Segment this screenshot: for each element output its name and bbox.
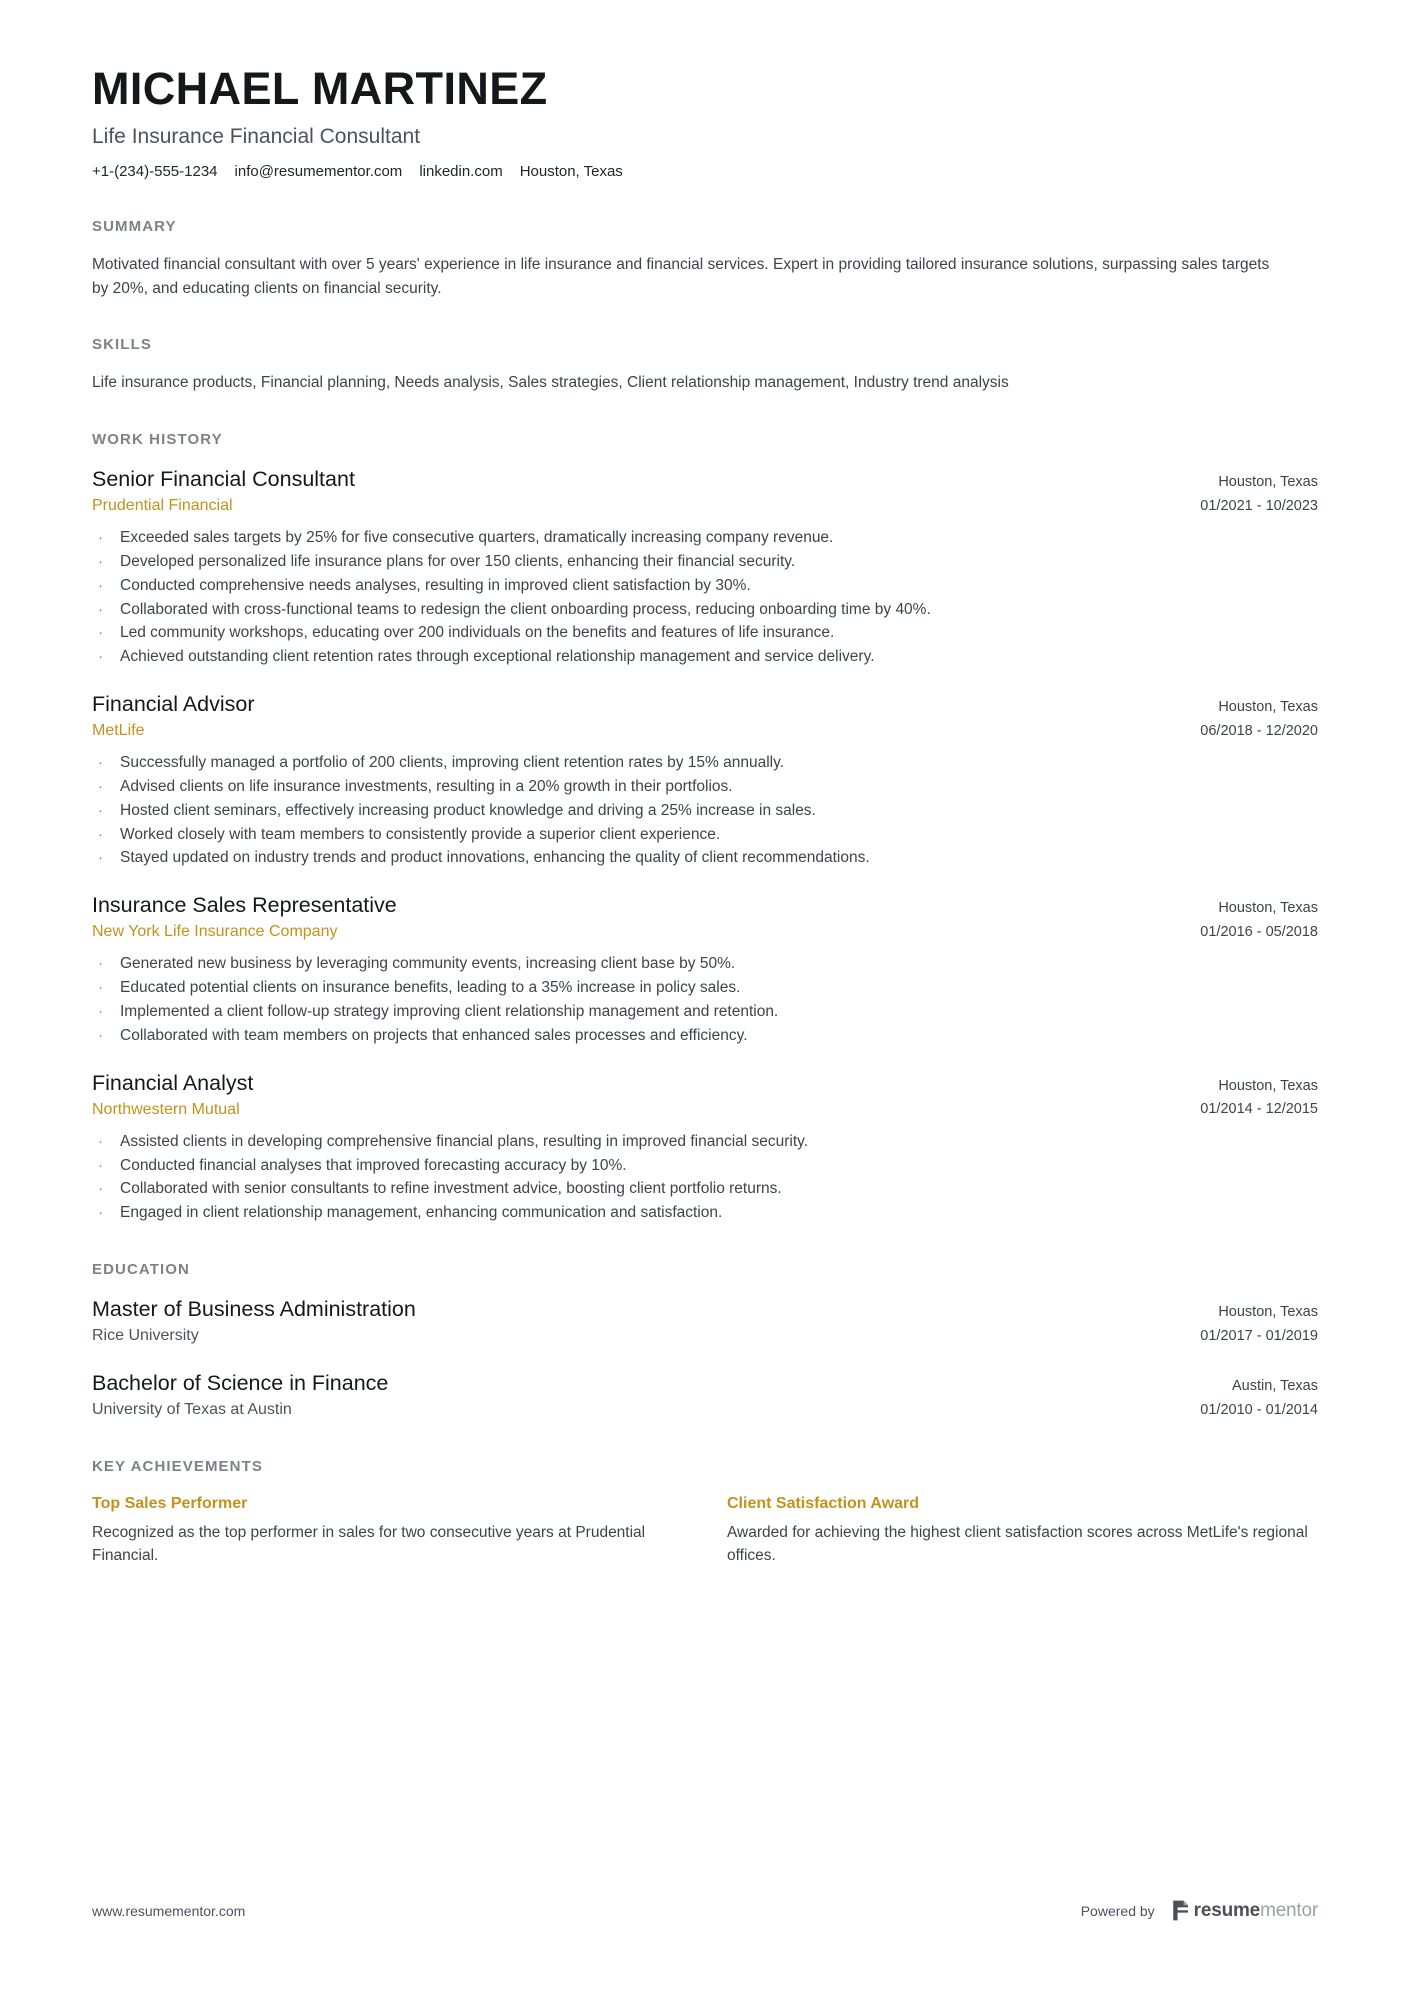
work-bullet-text: Developed personalized life insurance plans for over 150 clients, enhancing their financial security. [120, 553, 796, 571]
work-entry-meta [1200, 892, 1318, 944]
work-entry-role: Financial Advisor [92, 691, 255, 716]
powered-by-label: Powered by [1080, 1902, 1155, 1919]
work-bullet-text: Hosted client seminars, effectively increasing product knowledge and driving a 25% increase in sales. [120, 801, 816, 819]
work-entry-role: Financial Analyst [92, 1070, 254, 1095]
skills-section [92, 336, 1318, 395]
work-entry-location: Houston, Texas [1218, 698, 1318, 715]
work-bullet-text: Exceeded sales targets by 25% for five consecutive quarters, dramatically increasing company revenue. [120, 529, 834, 547]
work-entry-list [92, 466, 1318, 1225]
work-entry [92, 691, 1318, 870]
work-history-section [92, 431, 1318, 1225]
work-bullet-item [92, 776, 1318, 799]
achievement-item [92, 1493, 677, 1567]
work-entry-left [92, 892, 1200, 944]
work-entry-header [92, 892, 1318, 944]
achievement-title: Client Satisfaction Award [727, 1495, 920, 1513]
work-bullet-text: Stayed updated on industry trends and product innovations, enhancing the quality of client recommendations. [120, 849, 870, 867]
work-bullet-text: Engaged in client relationship management, enhancing communication and satisfaction. [120, 1204, 723, 1222]
bullet-marker-icon: · [98, 1204, 103, 1222]
bullet-marker-icon: · [98, 576, 103, 594]
education-entry-left [92, 1296, 1200, 1348]
bullet-marker-icon: · [98, 801, 103, 819]
work-bullet-text: Successfully managed a portfolio of 200 clients, improving client retention rates by 15% annually. [120, 754, 784, 772]
work-entry-dates: 01/2021 - 10/2023 [1200, 497, 1318, 514]
work-bullet-item [92, 847, 1318, 870]
contact-location: Houston, Texas [519, 163, 623, 181]
bullet-marker-icon: · [98, 553, 103, 571]
achievement-item [727, 1493, 1312, 1567]
logo-text-light: mentor [1260, 1900, 1318, 1921]
work-entry-company: Northwestern Mutual [92, 1100, 240, 1118]
contact-linkedin[interactable]: linkedin.com [419, 163, 503, 181]
bullet-marker-icon: · [98, 754, 103, 772]
work-entry-header [92, 466, 1318, 518]
education-entry-left [92, 1370, 1200, 1422]
work-entry [92, 892, 1318, 1047]
work-entry-dates: 01/2016 - 05/2018 [1200, 923, 1318, 940]
education-entry [92, 1296, 1318, 1348]
resumementor-logo [1172, 1900, 1318, 1921]
bullet-marker-icon: · [98, 979, 103, 997]
bullet-marker-icon: · [98, 1156, 103, 1174]
footer-powered-by [1081, 1900, 1318, 1921]
bullet-marker-icon: · [98, 624, 103, 642]
work-bullet-text: Educated potential clients on insurance benefits, leading to a 35% increase in policy sales. [120, 979, 741, 997]
work-entry-bullets [92, 527, 1318, 669]
work-bullet-text: Collaborated with cross-functional teams to redesign the client onboarding process, reducing onboarding time by 40%. [120, 600, 931, 618]
work-bullet-text: Collaborated with team members on projects that enhanced sales processes and efficiency. [120, 1026, 748, 1044]
education-entry-meta [1200, 1296, 1318, 1348]
work-bullet-text: Assisted clients in developing comprehensive financial plans, resulting in improved financial security. [120, 1132, 809, 1150]
work-entry-dates: 06/2018 - 12/2020 [1200, 722, 1318, 739]
work-bullet-item [92, 622, 1318, 645]
work-bullet-text: Achieved outstanding client retention rates through exceptional relationship management and service delivery. [120, 648, 875, 666]
education-entry-meta [1200, 1370, 1318, 1422]
work-bullet-item [92, 575, 1318, 598]
logo-text-bold: resume [1193, 1900, 1261, 1921]
education-entry-list [92, 1296, 1318, 1423]
work-bullet-item [92, 824, 1318, 847]
work-bullet-item [92, 1001, 1318, 1024]
work-bullet-item [92, 1025, 1318, 1048]
work-entry-left [92, 1070, 1200, 1122]
education-entry-degree: Master of Business Administration [92, 1296, 416, 1321]
work-bullet-item [92, 977, 1318, 1000]
work-entry-bullets [92, 953, 1318, 1047]
work-entry-role: Senior Financial Consultant [92, 467, 355, 492]
work-bullet-text: Implemented a client follow-up strategy improving client relationship management and retention. [120, 1002, 779, 1020]
bullet-marker-icon: · [98, 648, 103, 666]
key-achievements-section [92, 1458, 1318, 1567]
bullet-marker-icon: · [98, 1132, 103, 1150]
work-bullet-text: Worked closely with team members to consistently provide a superior client experience. [120, 825, 721, 843]
bullet-marker-icon: · [98, 849, 103, 867]
bullet-marker-icon: · [98, 600, 103, 618]
achievement-list [92, 1493, 1318, 1567]
work-entry-bullets [92, 752, 1318, 870]
work-entry-location: Houston, Texas [1218, 900, 1318, 917]
education-entry-header [92, 1296, 1318, 1348]
bottom-spacer [92, 1567, 1318, 1687]
work-entry-left [92, 466, 1200, 518]
resumementor-logo-mark-icon [1172, 1900, 1189, 1921]
work-bullet-item [92, 1178, 1318, 1201]
skills-heading: SKILLS [92, 336, 152, 354]
work-bullet-item [92, 1155, 1318, 1178]
work-bullet-text: Generated new business by leveraging community events, increasing client base by 50%. [120, 955, 736, 973]
work-bullet-item [92, 551, 1318, 574]
education-entry-header [92, 1370, 1318, 1422]
work-entry-meta [1200, 691, 1318, 743]
education-section [92, 1261, 1318, 1423]
work-entry-meta [1200, 466, 1318, 518]
contact-line [92, 161, 1318, 182]
education-entry-school: Rice University [92, 1326, 199, 1344]
key-achievements-heading: KEY ACHIEVEMENTS [92, 1458, 263, 1476]
work-entry-header [92, 691, 1318, 743]
education-entry-location: Austin, Texas [1232, 1378, 1318, 1395]
bullet-marker-icon: · [98, 955, 103, 973]
contact-phone: +1-(234)-555-1234 [92, 163, 218, 181]
bullet-marker-icon: · [98, 529, 103, 547]
work-bullet-item [92, 800, 1318, 823]
work-bullet-text: Led community workshops, educating over 200 individuals on the benefits and features of life insurance. [120, 624, 835, 642]
achievement-description: Recognized as the top performer in sales for two consecutive years at Prudential Financial. [92, 1523, 646, 1564]
bullet-marker-icon: · [98, 1026, 103, 1044]
education-entry [92, 1370, 1318, 1422]
candidate-job-title: Life Insurance Financial Consultant [92, 125, 421, 149]
work-entry-role: Insurance Sales Representative [92, 893, 397, 918]
education-entry-dates: 01/2010 - 01/2014 [1200, 1401, 1318, 1418]
education-heading: EDUCATION [92, 1260, 190, 1278]
resume-header [92, 62, 1318, 182]
education-entry-dates: 01/2017 - 01/2019 [1200, 1327, 1318, 1344]
education-entry-location: Houston, Texas [1218, 1303, 1318, 1320]
bullet-marker-icon: · [98, 825, 103, 843]
candidate-name: MICHAEL MARTINEZ [92, 63, 548, 114]
work-entry-header [92, 1070, 1318, 1122]
work-bullet-item [92, 1131, 1318, 1154]
work-entry-meta [1200, 1070, 1318, 1122]
bullet-marker-icon: · [98, 1180, 103, 1198]
bullet-marker-icon: · [98, 1002, 103, 1020]
work-entry-company: New York Life Insurance Company [92, 923, 338, 941]
work-entry-dates: 01/2014 - 12/2015 [1200, 1101, 1318, 1118]
work-bullet-item [92, 752, 1318, 775]
work-bullet-text: Conducted comprehensive needs analyses, resulting in improved client satisfaction by 30%. [120, 576, 751, 594]
work-entry-company: Prudential Financial [92, 497, 233, 515]
work-entry-company: MetLife [92, 722, 145, 740]
resume-footer [92, 1900, 1318, 1921]
summary-text: Motivated financial consultant with over 5 years' experience in life insurance and financial services. Expert in providing tailored insurance solutions, surpassing sales targets by 20%, and educating clients on financial security. [92, 256, 1270, 297]
summary-section [92, 218, 1318, 300]
summary-heading: SUMMARY [92, 218, 177, 236]
work-entry [92, 1070, 1318, 1225]
work-entry-left [92, 691, 1200, 743]
work-history-heading: WORK HISTORY [92, 431, 223, 449]
work-entry-location: Houston, Texas [1218, 1077, 1318, 1094]
work-bullet-text: Advised clients on life insurance investments, resulting in a 20% growth in their portfolios. [120, 778, 733, 795]
work-bullet-item [92, 646, 1318, 669]
work-entry-bullets [92, 1131, 1318, 1225]
bullet-marker-icon: · [98, 778, 103, 795]
work-bullet-text: Conducted financial analyses that improved forecasting accuracy by 10%. [120, 1156, 627, 1174]
achievement-description: Awarded for achieving the highest client satisfaction scores across MetLife's regional offices. [727, 1523, 1308, 1564]
skills-text: Life insurance products, Financial planning, Needs analysis, Sales strategies, Client relationship management, Industry trend analysis [92, 374, 1009, 392]
achievement-title: Top Sales Performer [92, 1495, 248, 1513]
work-entry-location: Houston, Texas [1218, 474, 1318, 491]
work-entry [92, 466, 1318, 669]
work-bullet-text: Collaborated with senior consultants to refine investment advice, boosting client portfolio returns. [120, 1180, 782, 1198]
footer-website[interactable]: www.resumementor.com [92, 1902, 246, 1919]
education-entry-school: University of Texas at Austin [92, 1401, 292, 1419]
work-bullet-item [92, 1202, 1318, 1225]
work-bullet-item [92, 953, 1318, 976]
work-bullet-item [92, 599, 1318, 622]
work-bullet-item [92, 527, 1318, 550]
contact-email[interactable]: info@resumementor.com [234, 163, 403, 181]
resumementor-logo-text [1194, 1901, 1318, 1920]
education-entry-degree: Bachelor of Science in Finance [92, 1371, 389, 1396]
